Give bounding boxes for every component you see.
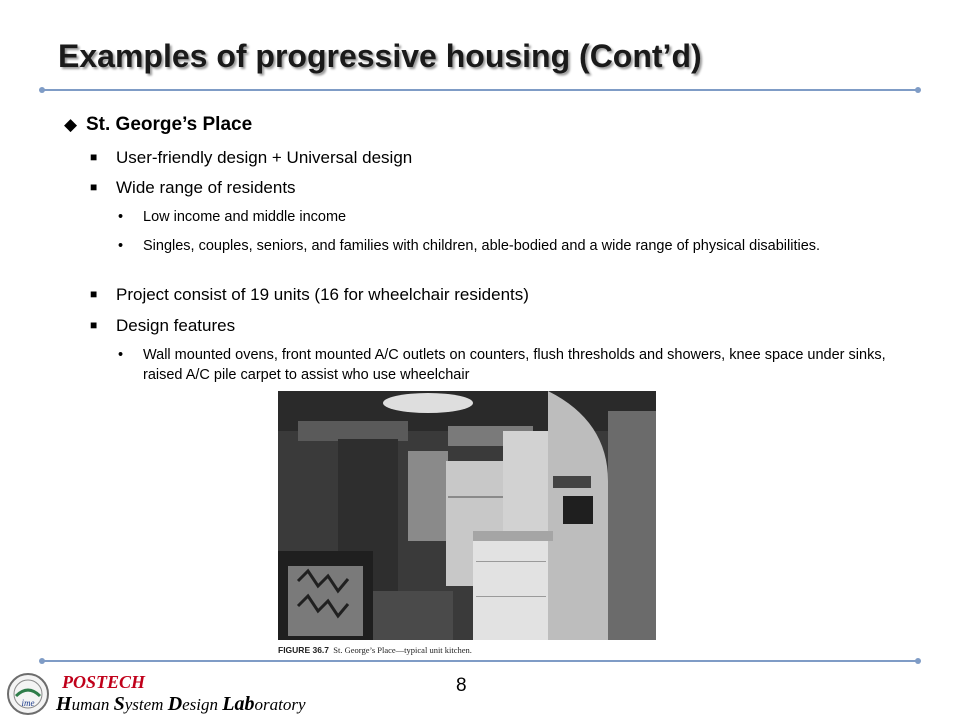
square-bullet-icon: ■ xyxy=(90,180,98,194)
bullet-item xyxy=(90,148,412,168)
sub-bullet-item xyxy=(118,236,838,256)
section-heading-text: St. George’s Place xyxy=(86,114,253,135)
university-seal-icon xyxy=(6,672,50,716)
dot-bullet-icon: • xyxy=(118,347,124,363)
bullet-text: User-friendly design + Universal design xyxy=(116,148,413,167)
bullet-text: Wide range of residents xyxy=(116,178,296,197)
bullet-text: Design features xyxy=(116,316,236,335)
page-number: 8 xyxy=(456,675,467,696)
lab-name: Human System Design Laboratory xyxy=(56,693,306,715)
postech-logo: POSTECH xyxy=(62,672,146,692)
kitchen-photo xyxy=(278,391,656,640)
dot-bullet-icon: • xyxy=(118,209,124,225)
title-divider xyxy=(42,89,918,91)
sub-bullet-text: Wall mounted ovens, front mounted A/C outlets on counters, flush thresholds and showers, knee space under sinks, raised A/C pile carpet to assist who use wheelchair xyxy=(143,347,886,383)
square-bullet-icon: ■ xyxy=(90,150,98,164)
square-bullet-icon: ■ xyxy=(90,318,98,332)
figure-caption xyxy=(278,645,472,655)
diamond-bullet-icon: ◆ xyxy=(64,115,78,134)
section-heading xyxy=(64,114,252,136)
dot-bullet-icon: • xyxy=(118,238,124,254)
figure-label: FIGURE 36.7 xyxy=(278,645,330,655)
bullet-item xyxy=(90,316,235,336)
square-bullet-icon: ■ xyxy=(90,287,98,301)
sub-bullet-item xyxy=(118,345,908,385)
bullet-text: Project consist of 19 units (16 for wheelchair residents) xyxy=(116,285,529,304)
sub-bullet-text: Singles, couples, seniors, and families with children, able-bodied and a wide range of physical disabilities. xyxy=(143,238,821,254)
footer-divider xyxy=(42,660,918,662)
bullet-item xyxy=(90,285,529,305)
sub-bullet-text: Low income and middle income xyxy=(143,209,347,225)
seal-text: ime xyxy=(21,698,35,708)
sub-bullet-item xyxy=(118,207,878,227)
slide-title: Examples of progressive housing (Cont’d) xyxy=(58,38,702,74)
figure-caption-text: St. George’s Place—typical unit kitchen. xyxy=(333,645,472,655)
bullet-item xyxy=(90,178,296,198)
